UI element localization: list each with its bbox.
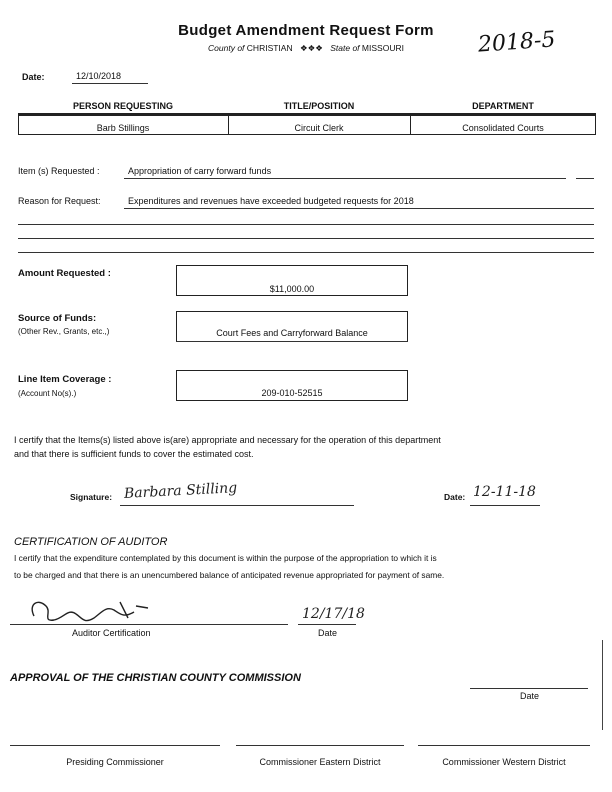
auditor-line-1: I certify that the expenditure contemplated by this document is within the purpose of the appropriation to which it is <box>14 553 437 563</box>
auditor-signature-caption: Auditor Certification <box>72 628 151 638</box>
requester-signature: Barbara Stilling <box>123 480 238 502</box>
items-requested-label: Item (s) Requested : <box>18 166 100 176</box>
reason-extra-line <box>18 252 594 253</box>
auditor-date-caption: Date <box>318 628 338 638</box>
eastern-commissioner-caption: Commissioner Eastern District <box>259 757 381 767</box>
ornament-icon: ❖❖❖ <box>299 43 323 53</box>
certify-line-2: and that there is sufficient funds to cover the estimated cost. <box>14 449 254 459</box>
items-requested-value[interactable]: Appropriation of carry forward funds <box>128 166 272 176</box>
presiding-commissioner-caption: Presiding Commissioner <box>66 757 164 767</box>
presiding-signature-line <box>10 745 220 746</box>
state-label: State of <box>330 43 360 53</box>
reason-extra-line <box>18 238 594 239</box>
signature-date-label: Date: <box>444 492 466 502</box>
title-position-value[interactable]: Circuit Clerk <box>294 123 344 133</box>
header-title-position: TITLE/POSITION <box>283 101 355 111</box>
amount-value: $11,000.00 <box>269 284 315 294</box>
signature-underline <box>120 505 354 506</box>
certify-line-1: I certify that the Items(s) listed above is(are) appropriate and necessary for the operation of this department <box>14 435 441 445</box>
date-underline <box>72 83 148 84</box>
reason-extra-line <box>18 224 594 225</box>
commission-heading: APPROVAL OF THE CHRISTIAN COUNTY COMMISSION <box>10 672 301 684</box>
source-underline <box>176 341 408 342</box>
county-label: County of <box>208 43 245 53</box>
handwritten-form-number: 2018-5 <box>477 27 557 58</box>
county-state-line <box>150 43 462 54</box>
person-requesting-value[interactable]: Barb Stillings <box>96 123 150 133</box>
commission-date-line <box>470 688 588 689</box>
auditor-signature-line <box>10 624 288 625</box>
department-value[interactable]: Consolidated Courts <box>462 123 544 133</box>
source-label: Source of Funds: <box>18 313 97 324</box>
western-commissioner-caption: Commissioner Western District <box>442 757 566 767</box>
reason-underline <box>124 208 594 209</box>
signature-date-underline <box>470 505 540 506</box>
reason-value[interactable]: Expenditures and revenues have exceeded budgeted requests for 2018 <box>128 196 414 206</box>
western-signature-line <box>418 745 590 746</box>
source-sublabel: (Other Rev., Grants, etc.,) <box>18 327 110 336</box>
line-item-value: 209-010-52515 <box>261 388 323 398</box>
auditor-date-handwritten: 12/17/18 <box>302 606 365 622</box>
amount-label: Amount Requested : <box>18 268 111 279</box>
date-value[interactable]: 12/10/2018 <box>76 71 122 81</box>
signature-date-handwritten: 12-11-18 <box>473 484 536 500</box>
source-value: Court Fees and Carryforward Balance <box>216 328 368 338</box>
items-underline <box>124 178 566 179</box>
signature-label: Signature: <box>70 492 113 502</box>
form-title: Budget Amendment Request Form <box>178 22 434 39</box>
scan-edge <box>602 640 603 730</box>
state-name: MISSOURI <box>361 43 404 53</box>
auditor-heading: CERTIFICATION OF AUDITOR <box>14 536 168 548</box>
items-underline-end <box>576 178 594 179</box>
header-person-requesting: PERSON REQUESTING <box>72 101 173 111</box>
eastern-signature-line <box>236 745 404 746</box>
header-department: DEPARTMENT <box>472 101 534 111</box>
line-item-sublabel: (Account No(s).) <box>18 389 77 398</box>
auditor-date-line <box>298 624 356 625</box>
county-name: CHRISTIAN <box>246 43 293 53</box>
date-label: Date: <box>22 72 45 82</box>
auditor-line-2: to be charged and that there is an unencumbered balance of anticipated revenue appropriated for payment of same. <box>14 570 445 580</box>
commission-date-caption: Date <box>520 691 540 701</box>
reason-label: Reason for Request: <box>18 196 101 206</box>
line-item-label: Line Item Coverage : <box>18 374 112 385</box>
